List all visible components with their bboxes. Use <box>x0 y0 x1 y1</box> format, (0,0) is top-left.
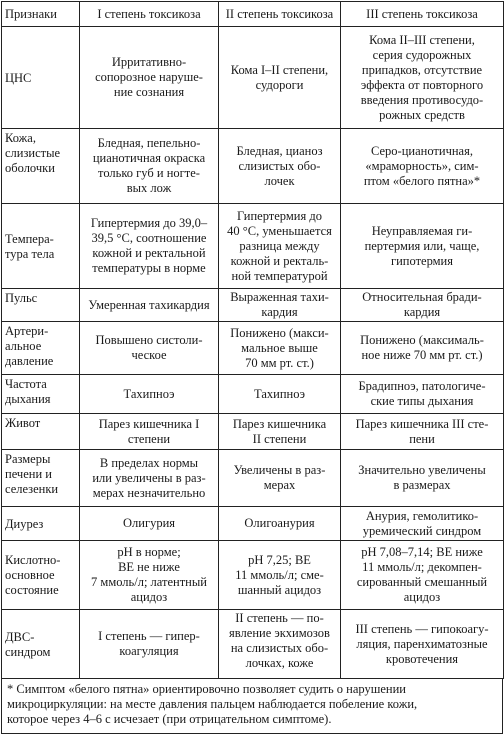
row-label: ЦНС <box>2 27 80 129</box>
table-cell: Парез кишечника III сте- пени <box>341 414 504 450</box>
table-cell: Анурия, гемолитико- уремический синдром <box>341 507 504 541</box>
row-label: Темпера- тура тела <box>2 204 80 289</box>
header-signs: Признаки <box>2 2 80 27</box>
table-header-row <box>2 2 504 27</box>
table-cell: Парез кишечника II степени <box>219 414 341 450</box>
header-degree-2: II степень токсикоза <box>219 2 341 27</box>
table-row <box>2 541 504 610</box>
row-label: Кожа, слизистые оболочки <box>2 129 80 204</box>
table-row <box>2 204 504 289</box>
table-cell: Понижено (максималь- ное ниже 70 мм рт. ст.) <box>341 322 504 375</box>
table-cell: Гипертермия до 39,0– 39,5 °С, соотношение кожной и ректальной температуры в норме <box>80 204 219 289</box>
table-cell: II степень — по- явление экхимозов на слизистых обо- лочках, коже <box>219 610 341 679</box>
table-cell: Неуправляемая ги- пертермия или, чаще, гипотермия <box>341 204 504 289</box>
table-cell: Серо-цианотичная, «мраморность», сим- птом «белого пятна»* <box>341 129 504 204</box>
table-cell: рН 7,25; BE 11 ммоль/л; сме- шанный ацидоз <box>219 541 341 610</box>
table-cell: Олигоанурия <box>219 507 341 541</box>
toxicosis-severity-table <box>1 1 504 679</box>
table-row <box>2 610 504 679</box>
table-cell: Увеличены в раз- мерах <box>219 450 341 507</box>
header-degree-1: I степень токсикоза <box>80 2 219 27</box>
table-cell: рН в норме; BE не ниже 7 ммоль/л; латентный ацидоз <box>80 541 219 610</box>
table-row <box>2 322 504 375</box>
header-degree-3: III степень токсикоза <box>341 2 504 27</box>
table-cell: Повышено систоли- ческое <box>80 322 219 375</box>
table-cell: Бледная, цианоз слизистых обо- лочек <box>219 129 341 204</box>
table-cell: Тахипноэ <box>80 375 219 414</box>
row-label: Частота дыхания <box>2 375 80 414</box>
table-cell: Брадипноэ, патологиче- ские типы дыхания <box>341 375 504 414</box>
toxicosis-table-page <box>1 1 503 739</box>
table-cell: Ирритативно- сопорозное наруше- ние сознания <box>80 27 219 129</box>
table-cell: Значительно увеличены в размерах <box>341 450 504 507</box>
table-cell: Гипертермия до 40 °С, уменьшается разница между кожной и ректаль- ной температурой <box>219 204 341 289</box>
row-label: Живот <box>2 414 80 450</box>
table-cell: рН 7,08–7,14; BE ниже 11 ммоль/л; декомпен- сированный смешанный ацидоз <box>341 541 504 610</box>
row-label: Кислотно- основное состояние <box>2 541 80 610</box>
row-label: Диурез <box>2 507 80 541</box>
table-row <box>2 27 504 129</box>
table-row <box>2 507 504 541</box>
table-row <box>2 289 504 322</box>
table-cell: Кома II–III степени, серия судорожных припадков, отсутствие эффекта от повторного введения противосудо- рожных средств <box>341 27 504 129</box>
table-cell: III степень — гипокоагу- ляция, паренхиматозные кровотечения <box>341 610 504 679</box>
footnote: * Симптом «белого пятна» ориентировочно позволяет судить о нарушении микроциркуляции: на месте давления пальцем наблюдается побеление кожи, которое через 4–6 с исчезает (при отрицательном симптоме). <box>1 679 503 734</box>
row-label: ДВС- синдром <box>2 610 80 679</box>
table-cell: Выраженная тахи- кардия <box>219 289 341 322</box>
table-row <box>2 414 504 450</box>
table-cell: Тахипноэ <box>219 375 341 414</box>
table-cell: Умеренная тахикардия <box>80 289 219 322</box>
table-cell: Олигурия <box>80 507 219 541</box>
table-cell: Бледная, пепельно- цианотичная окраска только губ и ногте- вых лож <box>80 129 219 204</box>
table-cell: Парез кишечника I степени <box>80 414 219 450</box>
row-label: Артери- альное давление <box>2 322 80 375</box>
table-row <box>2 450 504 507</box>
table-cell: Относительная бради- кардия <box>341 289 504 322</box>
row-label: Пульс <box>2 289 80 322</box>
table-cell: Кома I–II степени, судороги <box>219 27 341 129</box>
table-cell: Понижено (макси- мальное выше 70 мм рт. ст.) <box>219 322 341 375</box>
table-row <box>2 375 504 414</box>
table-cell: I степень — гипер- коагуляция <box>80 610 219 679</box>
row-label: Размеры печени и селезенки <box>2 450 80 507</box>
table-row <box>2 129 504 204</box>
table-cell: В пределах нормы или увеличены в раз- мерах незначительно <box>80 450 219 507</box>
